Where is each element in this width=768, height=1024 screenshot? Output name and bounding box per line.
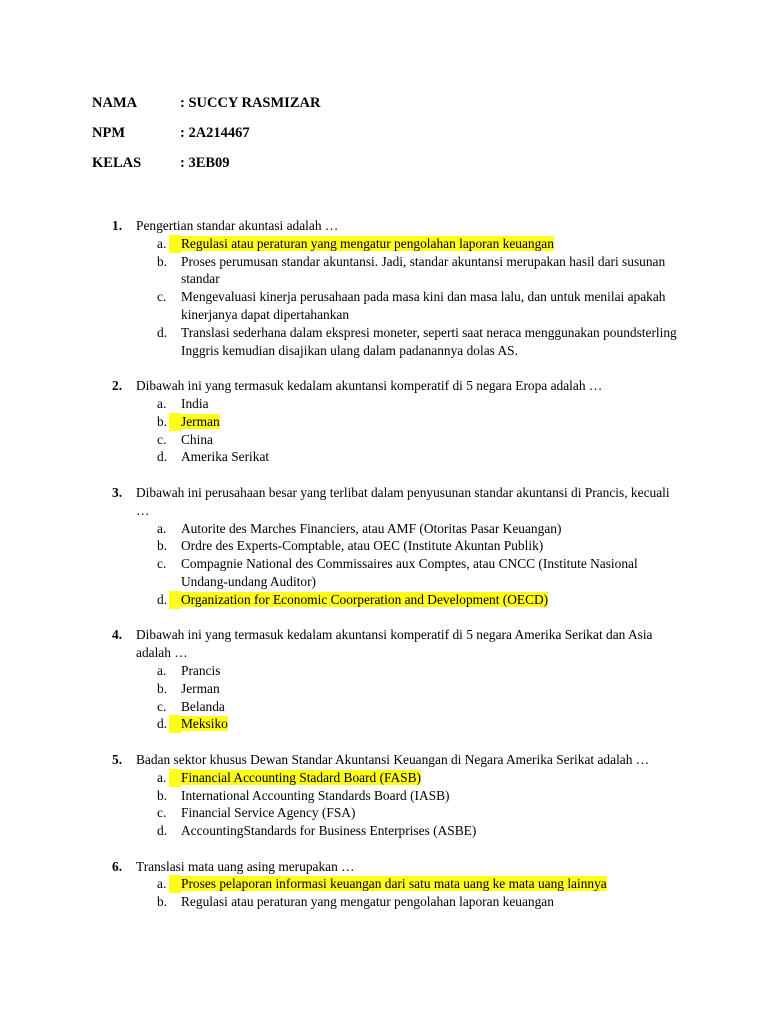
option-letter: a. <box>157 662 167 678</box>
option-text-wrap <box>181 698 682 716</box>
option-text: Belanda <box>181 698 225 714</box>
npm-value: : 2A214467 <box>180 125 250 141</box>
answer-options <box>112 662 682 733</box>
option-letter: d. <box>157 715 181 733</box>
option-text: Compagnie National des Commissaires aux Comptes, atau CNCC (Institute Nasional Undang-undang Auditor) <box>181 556 638 589</box>
option-letter: b. <box>157 787 168 803</box>
answer-option <box>112 253 682 289</box>
question-number: 2. <box>112 378 123 394</box>
option-letter: d. <box>157 324 168 340</box>
answer-option <box>112 395 682 413</box>
answer-option <box>112 787 682 805</box>
question-number: 4. <box>112 627 123 643</box>
option-text-wrap <box>181 875 682 893</box>
kelas-label: KELAS <box>92 155 142 171</box>
answer-option-selected <box>112 875 682 893</box>
option-text: Jerman <box>181 680 220 696</box>
answer-option <box>112 288 682 324</box>
option-text-wrap <box>181 413 682 431</box>
answer-option-selected <box>112 413 682 431</box>
option-text-wrap <box>181 395 682 413</box>
option-text: Proses perumusan standar akuntansi. Jadi, standar akuntansi merupakan hasil dari susunan standar <box>181 253 666 287</box>
name-row <box>92 94 320 112</box>
option-text-wrap <box>181 662 682 680</box>
option-text-wrap <box>181 431 682 449</box>
question-text: Dibawah ini yang termasuk kedalam akuntansi komperatif di 5 negara Eropa adalah … <box>136 378 603 394</box>
question-number: 1. <box>112 218 123 233</box>
option-text: Autorite des Marches Financiers, atau AMF (Otoritas Pasar Keuangan) <box>181 520 562 536</box>
option-text: Regulasi atau peraturan yang mengatur pengolahan laporan keuangan <box>181 894 554 910</box>
option-letter: c. <box>157 698 167 714</box>
kelas-row <box>92 154 320 172</box>
option-letter: a. <box>157 875 181 893</box>
question-6 <box>112 858 682 911</box>
option-text-wrap <box>181 591 682 609</box>
highlighted-answer-text: Proses pelaporan informasi keuangan dari satu mata uang ke mata uang lainnya <box>181 876 607 892</box>
question-list <box>112 217 682 929</box>
option-letter: d. <box>157 823 168 839</box>
option-text-wrap <box>181 288 682 324</box>
answer-option <box>112 537 682 555</box>
option-letter: c. <box>157 289 167 305</box>
answer-options <box>112 520 682 609</box>
answer-option <box>112 324 682 360</box>
question-stem <box>112 484 682 520</box>
option-text-wrap <box>181 537 682 555</box>
option-text-wrap <box>181 235 682 253</box>
option-letter: d. <box>157 591 181 609</box>
option-letter: b. <box>157 894 168 910</box>
question-5 <box>112 751 682 840</box>
question-text: Pengertian standar akuntasi adalah … <box>136 218 339 233</box>
highlighted-answer-text: Jerman <box>181 413 220 429</box>
answer-option <box>112 804 682 822</box>
answer-options <box>112 395 682 466</box>
name-value: : SUCCY RASMIZAR <box>180 95 321 111</box>
option-text: Financial Service Agency (FSA) <box>181 805 356 821</box>
option-text-wrap <box>181 448 682 466</box>
option-text-wrap <box>181 520 682 538</box>
answer-option-selected <box>112 769 682 787</box>
option-text-wrap <box>181 324 682 360</box>
question-stem <box>112 626 682 662</box>
question-stem <box>112 751 682 769</box>
option-text: Prancis <box>181 662 221 678</box>
answer-option-selected <box>112 591 682 609</box>
option-text: International Accounting Standards Board (IASB) <box>181 787 450 803</box>
option-letter: b. <box>157 253 168 269</box>
option-letter: d. <box>157 449 168 465</box>
answer-option <box>112 698 682 716</box>
highlighted-answer-text: Financial Accounting Stadard Board (FASB) <box>181 769 422 785</box>
question-2 <box>112 377 682 466</box>
option-letter: b. <box>157 413 181 431</box>
option-letter: c. <box>157 431 167 447</box>
option-text: Mengevaluasi kinerja perusahaan pada masa kini dan masa lalu, dan untuk menilai apakah kinerjanya dapat dipertahankan <box>181 289 666 322</box>
option-letter: c. <box>157 805 167 821</box>
question-number: 5. <box>112 751 123 767</box>
answer-options <box>112 875 682 911</box>
option-text: Translasi sederhana dalam ekspresi moneter, seperti saat neraca menggunakan poundsterling Inggris kemudian disajikan ulang dalam padanannya dolas AS. <box>181 324 677 358</box>
option-letter: c. <box>157 556 167 572</box>
question-stem <box>112 217 682 235</box>
kelas-value: : 3EB09 <box>180 155 230 171</box>
highlighted-answer-text: Regulasi atau peraturan yang mengatur pengolahan laporan keuangan <box>181 235 554 251</box>
option-text: Amerika Serikat <box>181 449 270 465</box>
option-text: India <box>181 395 209 411</box>
option-text-wrap <box>181 804 682 822</box>
question-number: 6. <box>112 858 123 874</box>
answer-option <box>112 431 682 449</box>
question-3 <box>112 484 682 609</box>
npm-label: NPM <box>92 125 126 141</box>
question-text: Dibawah ini perusahaan besar yang terlibat dalam penyusunan standar akuntansi di Prancis, kecuali … <box>136 484 670 518</box>
highlighted-answer-text: Organization for Economic Coorperation and Development (OECD) <box>181 591 549 607</box>
option-letter: a. <box>157 235 181 253</box>
highlighted-answer-text: Meksiko <box>181 716 228 732</box>
option-text: China <box>181 431 213 447</box>
option-text-wrap <box>181 769 682 787</box>
option-letter: b. <box>157 538 168 554</box>
option-letter: a. <box>157 520 167 536</box>
name-label: NAMA <box>92 95 138 111</box>
answer-option <box>112 448 682 466</box>
question-text: Dibawah ini yang termasuk kedalam akuntansi komperatif di 5 negara Amerika Serikat dan Asia adalah … <box>136 627 653 661</box>
option-text: AccountingStandards for Business Enterprises (ASBE) <box>181 823 477 839</box>
question-1 <box>112 217 682 359</box>
answer-option-selected <box>112 235 682 253</box>
answer-option-selected <box>112 715 682 733</box>
option-letter: b. <box>157 680 168 696</box>
option-letter: a. <box>157 395 167 411</box>
question-text: Badan sektor khusus Dewan Standar Akuntansi Keuangan di Negara Amerika Serikat adalah … <box>136 751 650 767</box>
option-text-wrap <box>181 555 682 591</box>
question-text: Translasi mata uang asing merupakan … <box>136 858 355 874</box>
answer-option <box>112 555 682 591</box>
answer-option <box>112 822 682 840</box>
answer-option <box>112 893 682 911</box>
option-text: Ordre des Experts-Comptable, atau OEC (Institute Akuntan Publik) <box>181 538 544 554</box>
answer-option <box>112 680 682 698</box>
answer-options <box>112 235 682 360</box>
option-text-wrap <box>181 680 682 698</box>
question-stem <box>112 858 682 876</box>
option-text-wrap <box>181 822 682 840</box>
answer-option <box>112 520 682 538</box>
answer-option <box>112 662 682 680</box>
question-number: 3. <box>112 484 123 500</box>
question-stem <box>112 377 682 395</box>
option-text-wrap <box>181 893 682 911</box>
option-text-wrap <box>181 715 682 733</box>
option-text-wrap <box>181 787 682 805</box>
question-4 <box>112 626 682 733</box>
option-text-wrap <box>181 253 682 289</box>
answer-options <box>112 769 682 840</box>
option-letter: a. <box>157 769 181 787</box>
student-identity <box>92 94 320 184</box>
npm-row <box>92 124 320 142</box>
